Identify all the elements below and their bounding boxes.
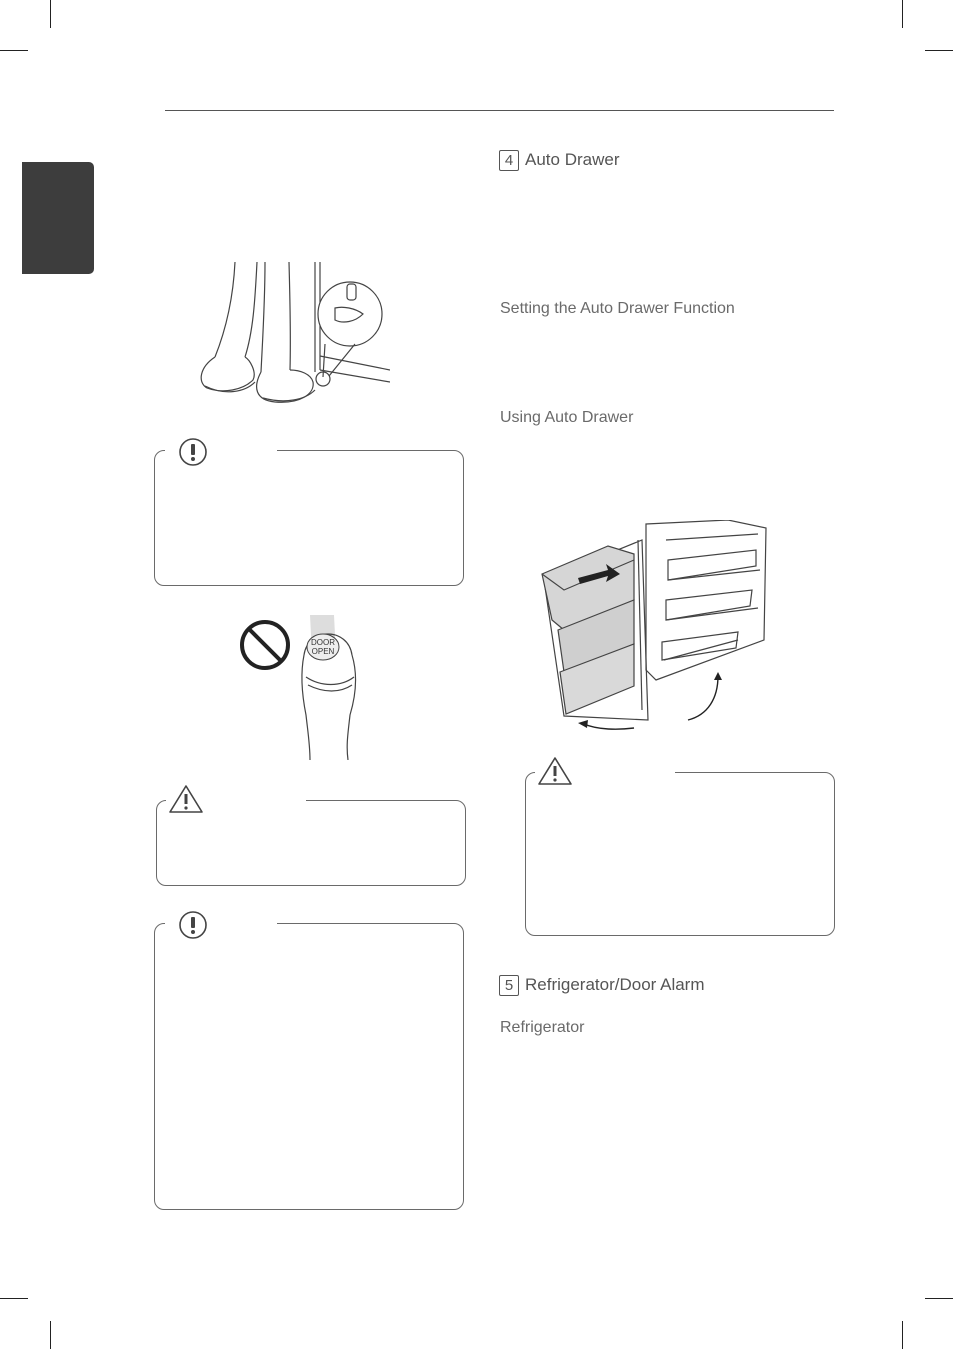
- note-box: [154, 450, 464, 586]
- crop-mark: [50, 0, 51, 28]
- header-rule: [165, 110, 834, 111]
- prohibited-icon: [239, 619, 291, 671]
- caution-box: [525, 772, 835, 936]
- foot-on-button-illustration: [296, 615, 366, 760]
- crop-mark: [925, 50, 953, 51]
- section-number: 4: [499, 150, 519, 171]
- crop-mark: [0, 1298, 28, 1299]
- subheading-refrigerator: Refrigerator: [500, 1019, 585, 1036]
- foot-pedal-illustration: [195, 262, 390, 407]
- section-title-alarm: [499, 975, 705, 996]
- crop-mark: [902, 0, 903, 28]
- chapter-tab: [22, 162, 94, 274]
- section-title-text: Refrigerator/Door Alarm: [525, 975, 705, 994]
- note-box: [154, 923, 464, 1210]
- crop-mark: [925, 1298, 953, 1299]
- warning-triangle-icon: [168, 784, 204, 814]
- section-title-text: Auto Drawer: [525, 150, 620, 169]
- crop-mark: [50, 1321, 51, 1349]
- section-number: 5: [499, 975, 519, 996]
- refrigerator-drawer-illustration: [538, 520, 770, 735]
- exclamation-circle-icon: [178, 910, 208, 940]
- subheading-setting: Setting the Auto Drawer Function: [500, 300, 735, 317]
- crop-mark: [0, 50, 28, 51]
- exclamation-circle-icon: [178, 437, 208, 467]
- door-open-label: DOOR OPEN: [311, 638, 335, 656]
- subheading-using: Using Auto Drawer: [500, 409, 634, 426]
- section-title-auto-drawer: [499, 150, 619, 171]
- crop-mark: [902, 1321, 903, 1349]
- warning-triangle-icon: [537, 756, 573, 786]
